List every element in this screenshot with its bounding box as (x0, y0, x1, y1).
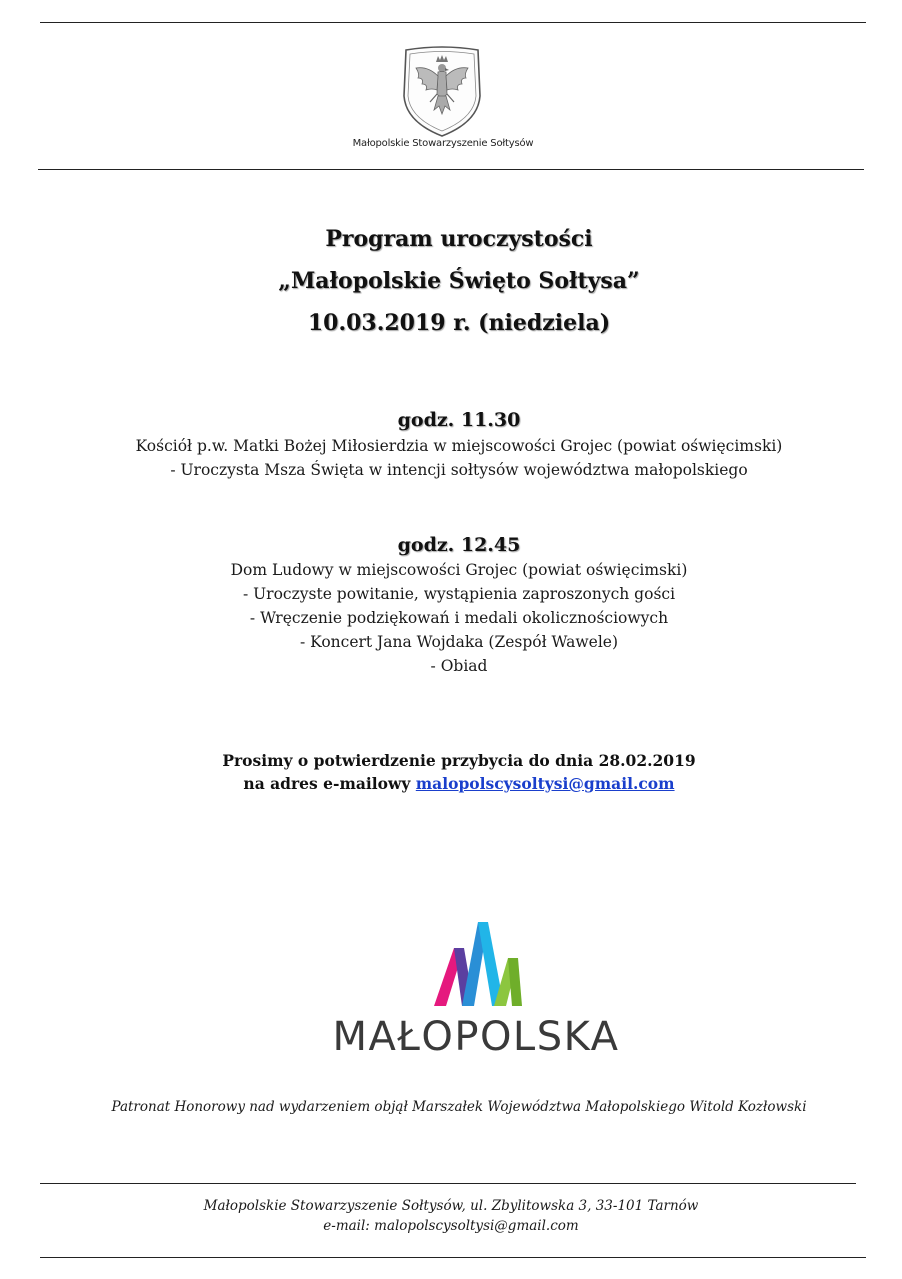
confirmation-line-1: Prosimy o potwierdzenie przybycia do dnia 28.02.2019 (222, 751, 696, 770)
eagle-emblem-icon (398, 44, 486, 138)
program-2-line-3: - Wręczenie podziękowań i medali okolicznościowych (249, 609, 669, 627)
patronage-note: Patronat Honorowy nad wydarzeniem objął Marszałek Województwa Małopolskiego Witold Kozłowski (111, 1099, 807, 1115)
top-divider (40, 22, 866, 23)
program-2-line-4: - Koncert Jana Wojdaka (Zespół Wawele) (300, 633, 618, 651)
program-1-line-1: Kościół p.w. Matki Bożej Miłosierdzia w miejscowości Grojec (powiat oświęcimski) (135, 437, 783, 455)
malopolska-wordmark: MAŁOPOLSKA (332, 1014, 620, 1060)
program-time-2: godz. 12.45 (397, 534, 521, 556)
footer-address: Małopolskie Stowarzyszenie Sołtysów, ul. Zbylitowska 3, 33-101 Tarnów (203, 1198, 699, 1214)
email-link[interactable]: malopolscysoltysi@gmail.com (415, 774, 675, 793)
program-2-line-2: - Uroczyste powitanie, wystąpienia zaproszonych gości (242, 585, 676, 603)
title-line-1: Program uroczystości (325, 226, 593, 252)
header-divider (38, 169, 864, 170)
program-2-line-1: Dom Ludowy w miejscowości Grojec (powiat oświęcimski) (230, 561, 688, 579)
bottom-divider (40, 1257, 866, 1258)
association-logo-text: Małopolskie Stowarzyszenie Sołtysów (352, 138, 534, 149)
program-2-line-5: - Obiad (430, 657, 488, 675)
footer-email: e-mail: malopolscysoltysi@gmail.com (323, 1218, 579, 1234)
footer-divider (40, 1183, 856, 1184)
title-line-3: 10.03.2019 r. (niedziela) (307, 310, 611, 336)
malopolska-logo-icon (432, 920, 524, 1008)
program-time-1: godz. 11.30 (397, 409, 521, 431)
program-1-line-2: - Uroczysta Msza Święta w intencji sołtysów województwa małopolskiego (170, 461, 748, 479)
confirmation-line-2 (0, 774, 902, 793)
confirmation-prefix: na adres e-mailowy (243, 774, 411, 793)
title-line-2: „Małopolskie Święto Sołtysa” (278, 268, 640, 294)
